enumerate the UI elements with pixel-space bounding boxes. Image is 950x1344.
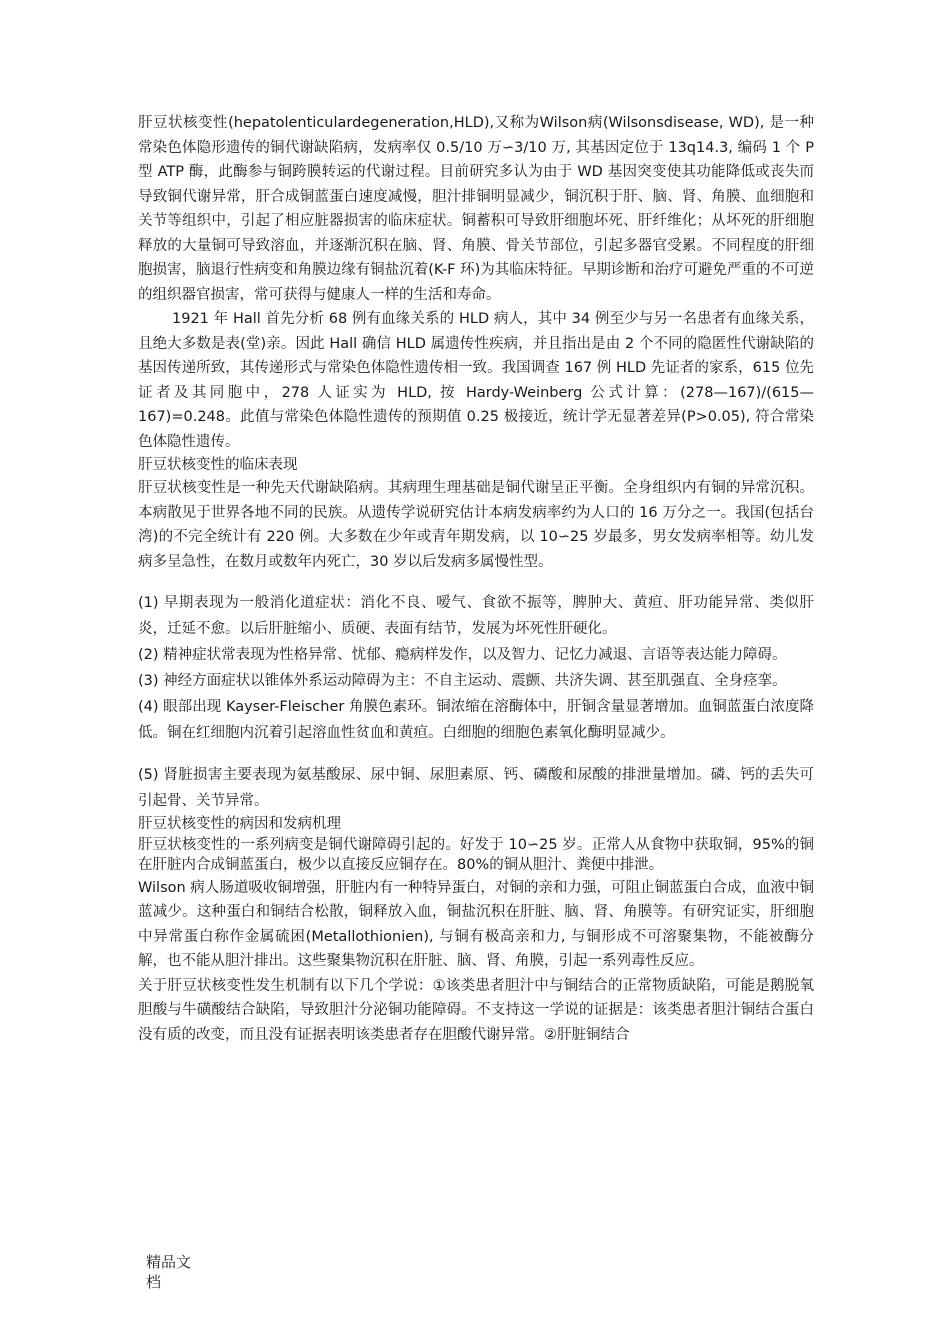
etiology-paragraph-2: Wilson 病人肠道吸收铜增强，肝脏内有一种特异蛋白，对铜的亲和力强，可阻止铜蓝蛋白合成，血液中铜蓝减少。这种蛋白和铜结合松散，铜释放入血，铜盐沉积在肝脏、脑、肾、角膜等。有研究证实，肝细胞中异常蛋白称作金属硫困(Metallothionien), 与铜有极高亲和力, 与铜形成不可溶聚集物，不能被酶分解，也不能从胆汁排出。这些聚集物沉积在肝脏、脑、肾、角膜，引起一系列毒性反应。 — [138, 879, 814, 969]
clinical-item-1: (1) 早期表现为一般消化道症状：消化不良、嗳气、食欲不振等，脾肿大、黄疸、肝功能异常、类似肝炎，迁延不愈。以后肝脏缩小、质硬、表面有结节，发展为坏死性肝硬化。 — [138, 595, 814, 637]
etiology-paragraph-3: 关于肝豆状核变性发生机制有以下几个学说：①该类患者胆汁中与铜结合的正常物质缺陷，可能是鹅脱氧胆酸与牛磺酸结合缺陷，导致胆汁分泌铜功能障碍。不支持这一学说的证据是：该类患者胆汁铜结合蛋白没有质的改变，而且没有证据表明该类患者存在胆酸代谢异常。②肝脏铜结合 — [138, 977, 814, 1043]
document-body — [138, 111, 814, 1047]
clinical-item-4: (4) 眼部出现 Kayser-Fleischer 角膜色素环。铜浓缩在溶酶体中，肝铜含量显著增加。血铜蓝蛋白浓度降低。铜在红细胞内沉着引起溶血性贫血和黄疸。白细胞的细胞色素氧化酶明显减少。 — [138, 699, 814, 741]
footer-line-2: 档 — [146, 1273, 162, 1291]
watermark-footer — [146, 1252, 206, 1292]
spacer — [138, 746, 814, 762]
footer-line-1: 精品文 — [146, 1253, 192, 1271]
etiology-paragraph-1: 肝豆状核变性的一系列病变是铜代谢障碍引起的。好发于 10∽25 岁。正常人从食物中获取铜，95%的铜在肝脏内合成铜蓝蛋白，极少以直接反应铜存在。80%的铜从胆汁、粪便中排泄。 — [138, 836, 814, 873]
intro-paragraph-1: 肝豆状核变性(hepatolenticulardegeneration,HLD),又称为Wilson病(Wilsonsdisease, WD), 是一种常染色体隐形遗传的铜代谢缺陷病，发病率仅 0.5/10 万∽3/10 万, 其基因定位于 13q14.3, 编码 1 个 P 型 ATP 酶，此酶参与铜跨膜转运的代谢过程。目前研究多认为由于 WD 基因突变使其功能降低或丧失而导致铜代谢异常，肝合成铜蓝蛋白速度减慢，胆汁排铜明显减少，铜沉积于肝、脑、肾、角膜、血细胞和关节等组织中，引起了相应脏器损害的临床症状。铜蓄积可导致肝细胞坏死、肝纤维化；从坏死的肝细胞释放的大量铜可导致溶血，并逐渐沉积在脑、肾、角膜、骨关节部位，引起多器官受累。不同程度的肝细胞损害，脑退行性病变和角膜边缘有铜盐沉着(K-F 环)为其临床特征。早期诊断和治疗可避免严重的不可逆的组织器官损害，常可获得与健康人一样的生活和寿命。 — [138, 115, 814, 303]
clinical-heading: 肝豆状核变性的临床表现 — [138, 457, 298, 473]
clinical-paragraph: 肝豆状核变性是一种先天代谢缺陷病。其病理生理基础是铜代谢呈正平衡。全身组织内有铜的异常沉积。本病散见于世界各地不同的民族。从遗传学说研究估计本病发病率约为人口的 16 万分之一。我国(包括台湾)的不完全统计有 220 例。大多数在少年或青年期发病，以 10∽25 岁最多，男女发病率相等。幼儿发病多呈急性，在数月或数年内死亡，30 岁以后发病多属慢性型。 — [138, 480, 814, 570]
intro-paragraph-2: 1921 年 Hall 首先分析 68 例有血缘关系的 HLD 病人，其中 34 例至少与另一名患者有血缘关系，且绝大多数是表(堂)亲。因此 Hall 确信 HLD 属遗传性疾病，并且指出是由 2 个不同的隐匿性代谢缺陷的基因传递所致，其传递形式与常染色体隐性遗传相一致。我国调查 167 例 HLD 先证者的家系，615 位先证者及其同胞中，278 人证实为 HLD, 按 Hardy-Weinberg 公式计算：(278—167)/(615—167)=0.248。此值与常染色体隐性遗传的预期值 0.25 极接近，统计学无显著差异(P>0.05), 符合常染色体隐性遗传。 — [138, 311, 814, 450]
clinical-item-5: (5) 肾脏损害主要表现为氨基酸尿、尿中铜、尿胆素原、钙、磷酸和尿酸的排泄量增加。磷、钙的丢失可引起骨、关节异常。 — [138, 767, 814, 809]
clinical-item-3: (3) 神经方面症状以锥体外系运动障碍为主：不自主运动、震颤、共济失调、甚至肌强直、全身痉挛。 — [138, 673, 787, 689]
spacer — [138, 574, 814, 590]
etiology-heading: 肝豆状核变性的病因和发病机理 — [138, 816, 341, 832]
clinical-item-2: (2) 精神症状常表现为性格异常、忧郁、瘾病样发作，以及智力、记忆力减退、言语等表达能力障碍。 — [138, 647, 787, 663]
